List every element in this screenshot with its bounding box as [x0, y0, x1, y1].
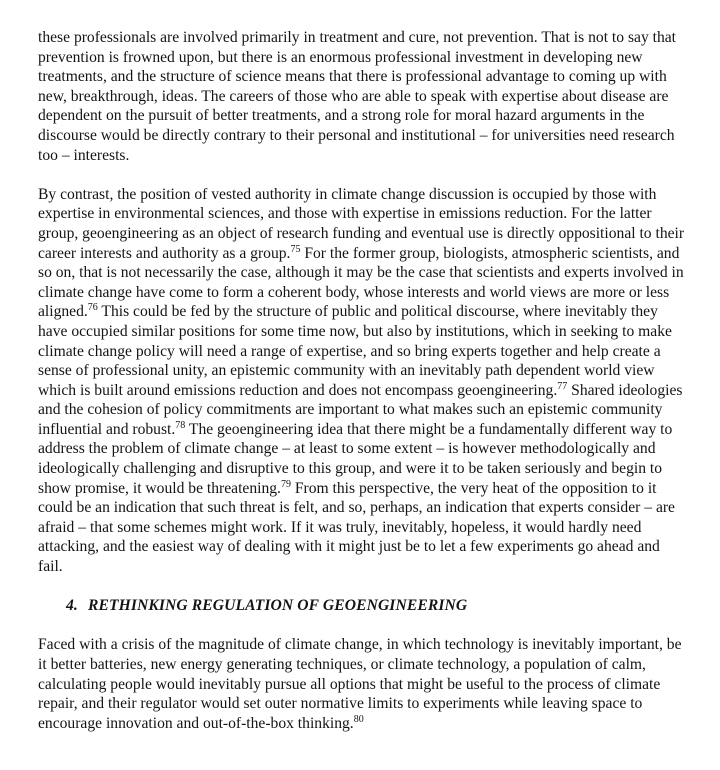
document-page: [38, 28, 686, 733]
footnote-marker: 78: [175, 419, 186, 431]
paragraph-text: By contrast, the position of vested authority in climate change discussion is occupied by those with expertise in environmental sciences, and those with expertise in emissions reduction. For the latter group, geoengineering as an object of research funding and eventual use is directly oppositional to their career interests and authority as a group.: [38, 185, 685, 262]
paragraph-vested-authority: [38, 185, 686, 577]
footnote-marker: 75: [290, 243, 301, 255]
paragraph-spacer: [38, 577, 686, 597]
paragraph-professionals: these professionals are involved primarily in treatment and cure, not prevention. That is not to say that prevention is frowned upon, but there is an enormous professional investment in developing new treatments, and the structure of science means that there is professional advantage to coming up with new, breakthrough, ideas. The careers of those who are able to speak with expertise about disease are dependent on the pursuit of better treatments, and a strong role for moral hazard arguments in the discourse would be directly contrary to their personal and institutional – for universities need research too – interests.: [38, 29, 677, 164]
section-number: 4.: [66, 597, 78, 615]
footnote-marker: 77: [557, 380, 568, 392]
paragraph-text: From this perspective, the very heat of the opposition to it could be an indication that such threat is felt, and so, perhaps, an indication that experts consider – are afraid – that some schemes might work. If it was truly, inevitably, hopeless, it would hardly need attacking, and the easiest way of dealing with it might just be to let a few experiments go ahead and fail.: [38, 479, 675, 576]
footnote-marker: 80: [353, 713, 364, 725]
paragraph-text: Shared ideologies and the cohesion of policy commitments are important to what makes such an epistemic community influential and robust.: [38, 381, 683, 438]
section-heading: [38, 596, 686, 616]
paragraph-spacer: [38, 616, 686, 636]
paragraph-text: For the former group, biologists, atmospheric scientists, and so on, that is not necessarily the case, although it may be the case that scientists and experts involved in climate change have come to form a coherent body, whose interests and world views are more or less aligned.: [38, 244, 684, 321]
paragraph-spacer: [38, 165, 686, 185]
section-title: RETHINKING REGULATION OF GEOENGINEERING: [88, 597, 468, 615]
paragraph-text: The geoengineering idea that there might be a fundamentally different way to address the problem of climate change – at least to some extent – is however methodologically and ideologically challenging and disruptive to this group, and were it to be taken seriously and begin to show promise, it would be threatening.: [38, 420, 673, 497]
paragraph-crisis: [38, 635, 686, 733]
paragraph-text: Faced with a crisis of the magnitude of climate change, in which technology is inevitably important, be it better batteries, new energy generating techniques, or climate technology, a population of calm, calculating people would inevitably pursue all options that might be useful to the process of climate repair, and their regulator would set outer normative limits to experiments while leaving space to encourage innovation and out-of-the-box thinking.: [38, 636, 682, 732]
footnote-marker: 79: [280, 478, 291, 490]
paragraph-text: This could be fed by the structure of public and political discourse, where inevitably they have occupied similar positions for some time now, but also by institutions, which in seeking to make climate change policy will need a range of expertise, and so bring experts together and help create a sense of professional unity, an epistemic community with an inevitably path dependent world view which is built around emissions reduction and does not encompass geoengineering.: [38, 303, 672, 399]
footnote-marker: 76: [87, 302, 98, 314]
